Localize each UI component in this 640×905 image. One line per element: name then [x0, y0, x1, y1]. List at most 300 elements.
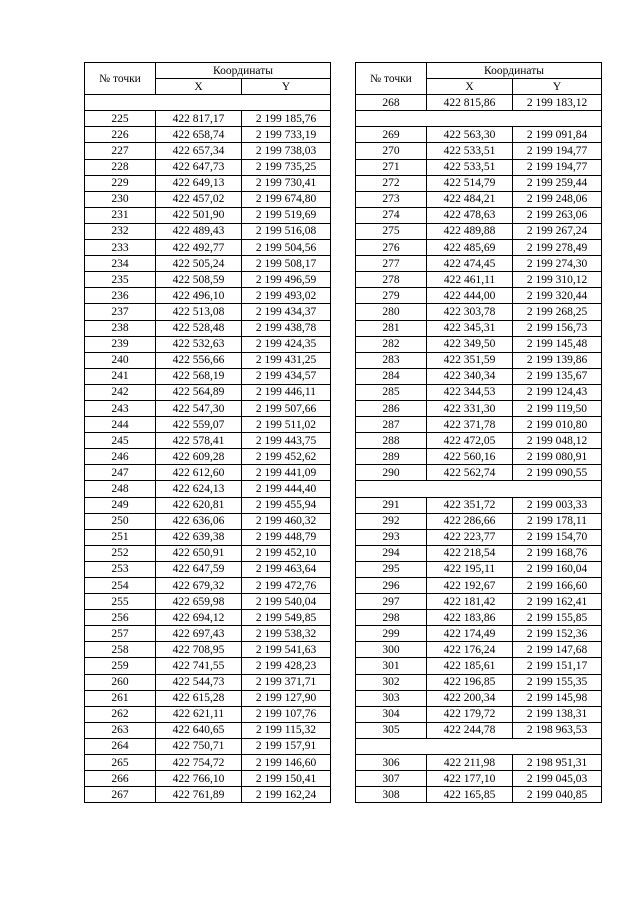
x-coordinate-cell: 422 478,63	[427, 207, 513, 223]
point-number-cell: 268	[356, 95, 427, 111]
y-coordinate-cell: 2 199 519,69	[242, 207, 331, 223]
x-coordinate-cell: 422 331,30	[427, 400, 513, 416]
table-row	[356, 706, 602, 722]
point-number-cell: 237	[85, 304, 156, 320]
table-row	[356, 384, 602, 400]
point-number-cell: 294	[356, 545, 427, 561]
point-number-cell: 284	[356, 368, 427, 384]
table-row	[356, 545, 602, 561]
x-coordinate-cell: 422 211,98	[427, 755, 513, 771]
table-row	[85, 304, 331, 320]
y-coordinate-cell: 2 199 446,11	[242, 384, 331, 400]
y-coordinate-cell: 2 199 444,40	[242, 481, 331, 497]
x-coordinate-cell: 422 351,59	[427, 352, 513, 368]
y-coordinate-cell: 2 199 493,02	[242, 288, 331, 304]
y-coordinate-cell: 2 199 152,36	[513, 626, 602, 642]
table-row	[356, 594, 602, 610]
x-coordinate-cell: 422 754,72	[156, 755, 242, 771]
point-number-cell: 259	[85, 658, 156, 674]
point-number-cell: 236	[85, 288, 156, 304]
point-number-cell: 300	[356, 642, 427, 658]
y-coordinate-cell: 2 199 448,79	[242, 529, 331, 545]
y-coordinate-cell: 2 199 443,75	[242, 433, 331, 449]
y-coordinate-cell: 2 199 155,35	[513, 674, 602, 690]
y-coordinate-cell: 2 199 460,32	[242, 513, 331, 529]
table-row	[85, 529, 331, 545]
y-coordinate-cell: 2 199 166,60	[513, 578, 602, 594]
x-coordinate-cell: 422 533,51	[427, 159, 513, 175]
table-row	[85, 545, 331, 561]
table-row	[356, 400, 602, 416]
x-coordinate-cell: 422 340,34	[427, 368, 513, 384]
table-row	[85, 481, 331, 497]
x-coordinate-cell: 422 286,66	[427, 513, 513, 529]
point-number-cell: 288	[356, 433, 427, 449]
x-coordinate-cell: 422 694,12	[156, 610, 242, 626]
x-coordinate-cell: 422 532,63	[156, 336, 242, 352]
x-coordinate-cell: 422 485,69	[427, 240, 513, 256]
x-coordinate-cell: 422 640,65	[156, 722, 242, 738]
x-coordinate-cell: 422 624,13	[156, 481, 242, 497]
x-coordinate-cell: 422 174,49	[427, 626, 513, 642]
point-number-header: № точки	[356, 63, 427, 95]
table-row	[356, 304, 602, 320]
point-number-cell: 298	[356, 610, 427, 626]
x-coordinate-cell: 422 489,43	[156, 223, 242, 239]
y-coordinate-cell: 2 199 540,04	[242, 594, 331, 610]
section-separator-row	[356, 111, 602, 127]
x-coordinate-cell: 422 165,85	[427, 787, 513, 803]
x-coordinate-cell: 422 659,98	[156, 594, 242, 610]
y-coordinate-cell: 2 198 963,53	[513, 722, 602, 738]
y-coordinate-cell: 2 199 735,25	[242, 159, 331, 175]
point-number-cell: 226	[85, 127, 156, 143]
point-number-cell: 238	[85, 320, 156, 336]
x-coordinate-cell: 422 371,78	[427, 417, 513, 433]
point-number-cell: 306	[356, 755, 427, 771]
x-coordinate-cell: 422 741,55	[156, 658, 242, 674]
x-coordinate-cell: 422 444,00	[427, 288, 513, 304]
y-coordinate-cell: 2 199 424,35	[242, 336, 331, 352]
point-number-cell: 235	[85, 272, 156, 288]
point-number-cell: 286	[356, 400, 427, 416]
y-coordinate-cell: 2 199 516,08	[242, 223, 331, 239]
x-coordinate-cell: 422 218,54	[427, 545, 513, 561]
point-number-cell: 240	[85, 352, 156, 368]
y-coordinate-cell: 2 199 080,91	[513, 449, 602, 465]
table-row	[85, 368, 331, 384]
table-row	[85, 771, 331, 787]
y-coordinate-cell: 2 199 733,19	[242, 127, 331, 143]
point-number-cell: 290	[356, 465, 427, 481]
x-coordinate-cell: 422 508,59	[156, 272, 242, 288]
table-row	[85, 223, 331, 239]
table-row	[85, 738, 331, 754]
y-coordinate-cell: 2 199 259,44	[513, 175, 602, 191]
y-coordinate-cell: 2 199 139,86	[513, 352, 602, 368]
section-separator-row	[356, 481, 602, 497]
y-coordinate-cell: 2 199 194,77	[513, 159, 602, 175]
table-row	[356, 690, 602, 706]
x-coordinate-cell: 422 658,74	[156, 127, 242, 143]
x-coordinate-cell: 422 647,73	[156, 159, 242, 175]
point-number-cell: 285	[356, 384, 427, 400]
x-coordinate-cell: 422 620,81	[156, 497, 242, 513]
y-coordinate-cell: 2 199 048,12	[513, 433, 602, 449]
point-number-cell: 280	[356, 304, 427, 320]
point-number-cell: 247	[85, 465, 156, 481]
point-number-cell: 257	[85, 626, 156, 642]
table-row	[85, 465, 331, 481]
y-coordinate-cell: 2 199 138,31	[513, 706, 602, 722]
x-coordinate-cell: 422 649,13	[156, 175, 242, 191]
y-coordinate-cell: 2 199 549,85	[242, 610, 331, 626]
point-number-cell: 229	[85, 175, 156, 191]
point-number-cell: 301	[356, 658, 427, 674]
table-row	[85, 449, 331, 465]
table-row	[85, 288, 331, 304]
point-number-cell: 246	[85, 449, 156, 465]
x-coordinate-cell: 422 563,30	[427, 127, 513, 143]
point-number-cell: 297	[356, 594, 427, 610]
table-row	[85, 626, 331, 642]
x-coordinate-cell: 422 609,28	[156, 449, 242, 465]
x-coordinate-cell: 422 183,86	[427, 610, 513, 626]
y-coordinate-cell: 2 199 135,67	[513, 368, 602, 384]
y-coordinate-cell: 2 199 154,70	[513, 529, 602, 545]
x-coordinate-cell: 422 223,77	[427, 529, 513, 545]
y-coordinate-cell: 2 199 145,98	[513, 690, 602, 706]
x-coordinate-cell: 422 513,08	[156, 304, 242, 320]
point-number-cell: 270	[356, 143, 427, 159]
table-row	[85, 674, 331, 690]
x-coordinate-cell: 422 474,45	[427, 256, 513, 272]
point-number-cell: 299	[356, 626, 427, 642]
y-coordinate-cell: 2 199 119,50	[513, 400, 602, 416]
point-number-cell: 305	[356, 722, 427, 738]
point-number-cell: 277	[356, 256, 427, 272]
table-row	[356, 642, 602, 658]
section-separator-cell	[85, 95, 331, 111]
table-row	[85, 272, 331, 288]
y-coordinate-cell: 2 199 738,03	[242, 143, 331, 159]
x-coordinate-cell: 422 647,59	[156, 561, 242, 577]
y-coordinate-cell: 2 199 455,94	[242, 497, 331, 513]
table-row	[85, 240, 331, 256]
table-row	[85, 207, 331, 223]
y-coordinate-cell: 2 199 371,71	[242, 674, 331, 690]
table-row	[85, 706, 331, 722]
y-coordinate-cell: 2 199 162,41	[513, 594, 602, 610]
y-coordinate-cell: 2 199 507,66	[242, 400, 331, 416]
y-coordinate-cell: 2 199 452,10	[242, 545, 331, 561]
point-number-header: № точки	[85, 63, 156, 95]
y-coordinate-cell: 2 199 268,25	[513, 304, 602, 320]
table-row	[85, 320, 331, 336]
coordinates-table-left	[84, 62, 331, 803]
y-coordinate-cell: 2 199 431,25	[242, 352, 331, 368]
y-coordinate-cell: 2 199 185,76	[242, 111, 331, 127]
x-coordinate-cell: 422 615,28	[156, 690, 242, 706]
y-coordinate-cell: 2 199 511,02	[242, 417, 331, 433]
y-coordinate-cell: 2 199 090,55	[513, 465, 602, 481]
x-coordinate-cell: 422 815,86	[427, 95, 513, 111]
table-row	[356, 674, 602, 690]
y-coordinate-cell: 2 199 146,60	[242, 755, 331, 771]
y-coordinate-cell: 2 199 463,64	[242, 561, 331, 577]
point-number-cell: 287	[356, 417, 427, 433]
x-coordinate-cell: 422 496,10	[156, 288, 242, 304]
table-row	[85, 417, 331, 433]
x-coordinate-cell: 422 528,48	[156, 320, 242, 336]
point-number-cell: 304	[356, 706, 427, 722]
point-number-cell: 245	[85, 433, 156, 449]
point-number-cell: 250	[85, 513, 156, 529]
table-row	[85, 256, 331, 272]
table-row	[356, 288, 602, 304]
point-number-cell: 232	[85, 223, 156, 239]
table-row	[356, 433, 602, 449]
point-number-cell: 303	[356, 690, 427, 706]
point-number-cell: 267	[85, 787, 156, 803]
point-number-cell: 249	[85, 497, 156, 513]
point-number-cell: 251	[85, 529, 156, 545]
point-number-cell: 269	[356, 127, 427, 143]
y-coordinate-cell: 2 199 441,09	[242, 465, 331, 481]
x-coordinate-cell: 422 621,11	[156, 706, 242, 722]
table-row	[356, 529, 602, 545]
table-row	[356, 771, 602, 787]
y-coordinate-cell: 2 199 541,63	[242, 642, 331, 658]
table-row	[356, 722, 602, 738]
y-coordinate-cell: 2 199 127,90	[242, 690, 331, 706]
table-row	[356, 755, 602, 771]
table-row	[85, 143, 331, 159]
point-number-cell: 254	[85, 578, 156, 594]
y-coordinate-cell: 2 199 162,24	[242, 787, 331, 803]
x-coordinate-cell: 422 345,31	[427, 320, 513, 336]
y-coordinate-cell: 2 199 248,06	[513, 191, 602, 207]
point-number-cell: 275	[356, 223, 427, 239]
x-coordinate-cell: 422 192,67	[427, 578, 513, 594]
y-coordinate-cell: 2 199 438,78	[242, 320, 331, 336]
point-number-cell: 231	[85, 207, 156, 223]
y-coordinate-cell: 2 199 274,30	[513, 256, 602, 272]
table-row	[85, 642, 331, 658]
y-coordinate-cell: 2 199 178,11	[513, 513, 602, 529]
y-coordinate-cell: 2 199 157,91	[242, 738, 331, 754]
point-number-cell: 241	[85, 368, 156, 384]
point-number-cell: 256	[85, 610, 156, 626]
x-coordinate-cell: 422 708,95	[156, 642, 242, 658]
point-number-cell: 243	[85, 400, 156, 416]
table-row	[85, 127, 331, 143]
point-number-cell: 281	[356, 320, 427, 336]
table-row	[356, 578, 602, 594]
point-number-cell: 308	[356, 787, 427, 803]
x-coordinate-cell: 422 556,66	[156, 352, 242, 368]
section-separator-row	[356, 738, 602, 754]
x-coordinate-cell: 422 177,10	[427, 771, 513, 787]
point-number-cell: 248	[85, 481, 156, 497]
y-coordinate-cell: 2 199 003,33	[513, 497, 602, 513]
x-coordinate-cell: 422 179,72	[427, 706, 513, 722]
y-coordinate-cell: 2 199 156,73	[513, 320, 602, 336]
point-number-cell: 283	[356, 352, 427, 368]
y-coordinate-cell: 2 199 010,80	[513, 417, 602, 433]
y-coordinate-cell: 2 199 320,44	[513, 288, 602, 304]
y-header: Y	[513, 79, 602, 95]
x-header: X	[156, 79, 242, 95]
y-coordinate-cell: 2 199 168,76	[513, 545, 602, 561]
table-row	[356, 159, 602, 175]
point-number-cell: 279	[356, 288, 427, 304]
section-separator-cell	[356, 738, 602, 754]
coordinates-table-right	[355, 62, 602, 803]
table-row	[85, 561, 331, 577]
table-row	[85, 690, 331, 706]
x-coordinate-cell: 422 181,42	[427, 594, 513, 610]
y-coordinate-cell: 2 199 194,77	[513, 143, 602, 159]
table-row	[356, 223, 602, 239]
point-number-cell: 282	[356, 336, 427, 352]
table-row	[85, 159, 331, 175]
point-number-cell: 225	[85, 111, 156, 127]
x-coordinate-cell: 422 505,24	[156, 256, 242, 272]
y-coordinate-cell: 2 199 310,12	[513, 272, 602, 288]
table-row	[85, 658, 331, 674]
point-number-cell: 289	[356, 449, 427, 465]
x-coordinate-cell: 422 472,05	[427, 433, 513, 449]
point-number-cell: 264	[85, 738, 156, 754]
point-number-cell: 276	[356, 240, 427, 256]
x-coordinate-cell: 422 344,53	[427, 384, 513, 400]
point-number-cell: 260	[85, 674, 156, 690]
point-number-cell: 242	[85, 384, 156, 400]
table-row	[356, 175, 602, 191]
table-body-right	[356, 95, 602, 803]
table-row	[356, 240, 602, 256]
table-row	[356, 320, 602, 336]
y-coordinate-cell: 2 199 155,85	[513, 610, 602, 626]
point-number-cell: 273	[356, 191, 427, 207]
x-coordinate-cell: 422 533,51	[427, 143, 513, 159]
table-row	[356, 513, 602, 529]
table-row	[85, 191, 331, 207]
point-number-cell: 302	[356, 674, 427, 690]
y-coordinate-cell: 2 199 145,48	[513, 336, 602, 352]
table-row	[356, 143, 602, 159]
table-row	[85, 336, 331, 352]
table-row	[356, 658, 602, 674]
point-number-cell: 228	[85, 159, 156, 175]
table-row	[85, 111, 331, 127]
point-number-cell: 255	[85, 594, 156, 610]
y-coordinate-cell: 2 198 951,31	[513, 755, 602, 771]
y-coordinate-cell: 2 199 160,04	[513, 561, 602, 577]
x-coordinate-cell: 422 547,30	[156, 400, 242, 416]
x-coordinate-cell: 422 559,07	[156, 417, 242, 433]
table-row	[85, 352, 331, 368]
x-coordinate-cell: 422 351,72	[427, 497, 513, 513]
y-header: Y	[242, 79, 331, 95]
x-coordinate-cell: 422 560,16	[427, 449, 513, 465]
table-row	[356, 272, 602, 288]
table-row	[85, 433, 331, 449]
x-coordinate-cell: 422 761,89	[156, 787, 242, 803]
point-number-cell: 230	[85, 191, 156, 207]
table-row	[85, 175, 331, 191]
y-coordinate-cell: 2 199 504,56	[242, 240, 331, 256]
y-coordinate-cell: 2 199 124,43	[513, 384, 602, 400]
table-row	[85, 722, 331, 738]
x-coordinate-cell: 422 697,43	[156, 626, 242, 642]
point-number-cell: 265	[85, 755, 156, 771]
table-row	[356, 336, 602, 352]
x-coordinate-cell: 422 514,79	[427, 175, 513, 191]
y-coordinate-cell: 2 199 434,57	[242, 368, 331, 384]
table-row	[356, 368, 602, 384]
point-number-cell: 296	[356, 578, 427, 594]
coordinates-header: Координаты	[156, 63, 331, 79]
y-coordinate-cell: 2 199 428,23	[242, 658, 331, 674]
table-row	[85, 384, 331, 400]
x-coordinate-cell: 422 650,91	[156, 545, 242, 561]
point-number-cell: 239	[85, 336, 156, 352]
table-row	[356, 497, 602, 513]
y-coordinate-cell: 2 199 151,17	[513, 658, 602, 674]
table-row	[356, 352, 602, 368]
x-coordinate-cell: 422 657,34	[156, 143, 242, 159]
y-coordinate-cell: 2 199 263,06	[513, 207, 602, 223]
x-coordinate-cell: 422 461,11	[427, 272, 513, 288]
point-number-cell: 292	[356, 513, 427, 529]
table-row	[85, 610, 331, 626]
y-coordinate-cell: 2 199 452,62	[242, 449, 331, 465]
y-coordinate-cell: 2 199 147,68	[513, 642, 602, 658]
x-coordinate-cell: 422 195,11	[427, 561, 513, 577]
x-coordinate-cell: 422 185,61	[427, 658, 513, 674]
table-row	[85, 594, 331, 610]
x-coordinate-cell: 422 568,19	[156, 368, 242, 384]
x-coordinate-cell: 422 244,78	[427, 722, 513, 738]
table-row	[85, 787, 331, 803]
table-row	[85, 513, 331, 529]
table-row	[85, 578, 331, 594]
point-number-cell: 234	[85, 256, 156, 272]
x-coordinate-cell: 422 176,24	[427, 642, 513, 658]
point-number-cell: 291	[356, 497, 427, 513]
table-row	[356, 417, 602, 433]
y-coordinate-cell: 2 199 150,41	[242, 771, 331, 787]
x-coordinate-cell: 422 501,90	[156, 207, 242, 223]
table-row	[356, 449, 602, 465]
table-row	[85, 755, 331, 771]
x-coordinate-cell: 422 200,34	[427, 690, 513, 706]
x-coordinate-cell: 422 564,89	[156, 384, 242, 400]
section-separator-cell	[356, 481, 602, 497]
x-coordinate-cell: 422 612,60	[156, 465, 242, 481]
point-number-cell: 295	[356, 561, 427, 577]
x-coordinate-cell: 422 750,71	[156, 738, 242, 754]
x-coordinate-cell: 422 578,41	[156, 433, 242, 449]
x-coordinate-cell: 422 349,50	[427, 336, 513, 352]
table-row	[85, 400, 331, 416]
point-number-cell: 272	[356, 175, 427, 191]
point-number-cell: 233	[85, 240, 156, 256]
point-number-cell: 293	[356, 529, 427, 545]
table-body-left	[85, 95, 331, 803]
